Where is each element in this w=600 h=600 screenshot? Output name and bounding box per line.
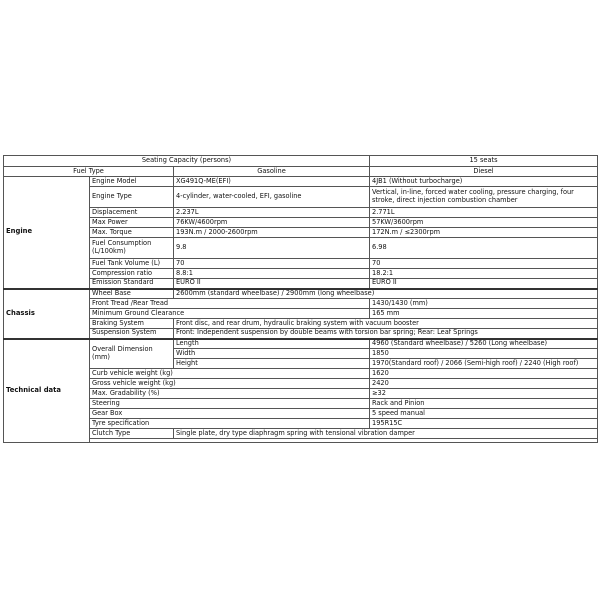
table-row bbox=[4, 389, 598, 399]
gasoline-value: 4-cylinder, water-cooled, EFI, gasoline bbox=[174, 187, 370, 208]
diesel-value: 2.771L bbox=[370, 208, 598, 218]
table-row bbox=[4, 177, 598, 187]
table-row bbox=[4, 409, 598, 419]
gasoline-value: 2.237L bbox=[174, 208, 370, 218]
table-row bbox=[4, 379, 598, 389]
row-value: 4960 (Standard wheelbase) / 5260 (Long wheelbase) bbox=[370, 339, 598, 349]
row-label: Overall Dimension (mm) bbox=[90, 339, 174, 369]
table-row bbox=[4, 339, 598, 349]
diesel-value: 18.2:1 bbox=[370, 269, 598, 279]
row-label: Max Power bbox=[90, 218, 174, 228]
diesel-value: Vertical, in-line, forced water cooling, pressure charging, four stroke, direct injection combustion chamber bbox=[370, 187, 598, 208]
row-label: Gross vehicle weight (kg) bbox=[90, 379, 370, 389]
fuel-type-label: Fuel Type bbox=[4, 167, 174, 177]
row-value: 2600mm (standard wheelbase) / 2900mm (long wheelbase) bbox=[174, 289, 598, 299]
table-row bbox=[4, 429, 598, 439]
row-value: 195R15C bbox=[370, 419, 598, 429]
seating-label: Seating Capacity (persons) bbox=[4, 156, 370, 167]
row-label: Minimum Ground Clearance bbox=[90, 309, 370, 319]
chassis-section-label: Chassis bbox=[4, 289, 90, 339]
row-label: Tyre specification bbox=[90, 419, 370, 429]
table-row bbox=[4, 279, 598, 289]
row-value: 1430/1430 (mm) bbox=[370, 299, 598, 309]
row-value: 1620 bbox=[370, 369, 598, 379]
row-label: Suspension System bbox=[90, 329, 174, 339]
diesel-value: EURO II bbox=[370, 279, 598, 289]
gasoline-value: 70 bbox=[174, 259, 370, 269]
row-label: Braking System bbox=[90, 319, 174, 329]
gasoline-value: EURO II bbox=[174, 279, 370, 289]
table-spacer-row bbox=[4, 439, 598, 443]
table-row bbox=[4, 329, 598, 339]
row-value: Single plate, dry type diaphragm spring with tensional vibration damper bbox=[174, 429, 598, 439]
row-label: Steering bbox=[90, 399, 370, 409]
table-row bbox=[4, 259, 598, 269]
row-value: 1850 bbox=[370, 349, 598, 359]
gasoline-value: 193N.m / 2000-2600rpm bbox=[174, 228, 370, 238]
table-row bbox=[4, 299, 598, 309]
table-row bbox=[4, 309, 598, 319]
row-value: Front disc, and rear drum, hydraulic braking system with vacuum booster bbox=[174, 319, 598, 329]
diesel-value: 70 bbox=[370, 259, 598, 269]
gasoline-value: 76KW/4600rpm bbox=[174, 218, 370, 228]
row-value: Front: Independent suspension by double beams with torsion bar spring; Rear: Leaf Springs bbox=[174, 329, 598, 339]
row-label: Max. Torque bbox=[90, 228, 174, 238]
dimension-sublabel: Length bbox=[174, 339, 370, 349]
row-label: Emission Standard bbox=[90, 279, 174, 289]
table-spacer-cell bbox=[90, 439, 598, 443]
dimension-sublabel: Height bbox=[174, 359, 370, 369]
table-row bbox=[4, 218, 598, 228]
diesel-value: 4JB1 (Without turbocharge) bbox=[370, 177, 598, 187]
gasoline-value: 8.8:1 bbox=[174, 269, 370, 279]
row-value: 2420 bbox=[370, 379, 598, 389]
row-label: Compression ratio bbox=[90, 269, 174, 279]
table-row bbox=[4, 319, 598, 329]
diesel-value: 172N.m / ≤2300rpm bbox=[370, 228, 598, 238]
seating-value: 15 seats bbox=[370, 156, 598, 167]
table-row bbox=[4, 238, 598, 259]
row-label: Gear Box bbox=[90, 409, 370, 419]
spec-table bbox=[3, 155, 598, 443]
row-label: Displacement bbox=[90, 208, 174, 218]
row-label: Fuel Tank Volume (L) bbox=[90, 259, 174, 269]
row-value: Rack and Pinion bbox=[370, 399, 598, 409]
table-row bbox=[4, 419, 598, 429]
table-row bbox=[4, 289, 598, 299]
row-label: Curb vehicle weight (kg) bbox=[90, 369, 370, 379]
seating-row bbox=[4, 156, 598, 167]
table-row bbox=[4, 399, 598, 409]
row-value: 5 speed manual bbox=[370, 409, 598, 419]
table-row bbox=[4, 369, 598, 379]
table-row bbox=[4, 228, 598, 238]
table-row bbox=[4, 269, 598, 279]
table-row bbox=[4, 187, 598, 208]
diesel-value: 6.98 bbox=[370, 238, 598, 259]
gasoline-value: XG491Q-ME(EFI) bbox=[174, 177, 370, 187]
row-label: Wheel Base bbox=[90, 289, 174, 299]
diesel-value: 57KW/3600rpm bbox=[370, 218, 598, 228]
engine-section-label: Engine bbox=[4, 177, 90, 289]
row-label: Max. Gradability (%) bbox=[90, 389, 370, 399]
row-value: 165 mm bbox=[370, 309, 598, 319]
row-label: Engine Type bbox=[90, 187, 174, 208]
dimension-sublabel: Width bbox=[174, 349, 370, 359]
row-value: 1970(Standard roof) / 2066 (Semi-high roof) / 2240 (High roof) bbox=[370, 359, 598, 369]
gasoline-header: Gasoline bbox=[174, 167, 370, 177]
gasoline-value: 9.8 bbox=[174, 238, 370, 259]
row-label: Clutch Type bbox=[90, 429, 174, 439]
diesel-header: Diesel bbox=[370, 167, 598, 177]
fuel-type-row bbox=[4, 167, 598, 177]
row-value: ≥32 bbox=[370, 389, 598, 399]
row-label: Engine Model bbox=[90, 177, 174, 187]
table-row bbox=[4, 208, 598, 218]
row-label: Fuel Consumption (L/100km) bbox=[90, 238, 174, 259]
technical-section-label: Technical data bbox=[4, 339, 90, 443]
row-label: Front Tread /Rear Tread bbox=[90, 299, 370, 309]
